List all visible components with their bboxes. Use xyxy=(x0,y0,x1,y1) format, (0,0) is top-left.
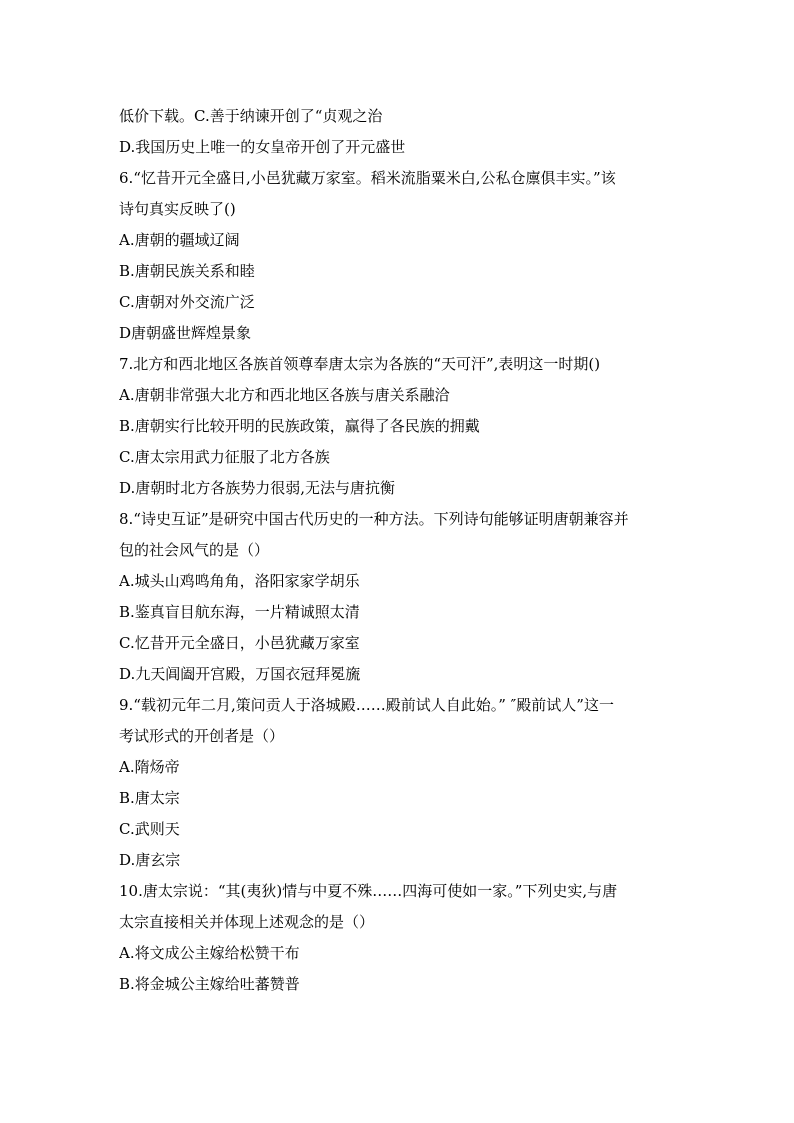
question-9-option-b: B.唐太宗 xyxy=(119,789,180,807)
question-6-stem: 诗句真实反映了() xyxy=(119,200,236,218)
question-9-stem: 9.“载初元年二月,策问贡人于洛城殿……殿前试人自此始。” ″殿前试人”这一 xyxy=(119,696,614,714)
question-8-option-d: D.九天阊阖开宫殿，万国衣冠拜冕旒 xyxy=(119,665,361,683)
question-6-option-d: D唐朝盛世辉煌景象 xyxy=(119,324,252,342)
question-9-option-d: D.唐玄宗 xyxy=(119,851,181,869)
question-6-option-a: A.唐朝的疆域辽阔 xyxy=(119,231,240,249)
question-6-option-b: B.唐朝民族关系和睦 xyxy=(119,262,255,280)
question-7-option-a: A.唐朝非常强大北方和西北地区各族与唐关系融洽 xyxy=(119,386,450,404)
text-line: D.我国历史上唯一的女皇帝开创了开元盛世 xyxy=(119,138,406,156)
question-8-option-c: C.忆昔开元全盛日，小邑犹藏万家室 xyxy=(119,634,360,652)
question-10-option-a: A.将文成公主嫁给松赞干布 xyxy=(119,944,300,962)
question-9-option-a: A.隋炀帝 xyxy=(119,758,180,776)
question-8-option-a: A.城头山鸡鸣角角，洛阳家家学胡乐 xyxy=(119,572,360,590)
question-10-stem: 10.唐太宗说：“其(夷狄)情与中夏不殊……四海可使如一家。”下列史实,与唐 xyxy=(119,882,618,900)
question-7-option-d: D.唐朝时北方各族势力很弱,无法与唐抗衡 xyxy=(119,479,396,497)
question-7-stem: 7.北方和西北地区各族首领尊奉唐太宗为各族的“天可汗”,表明这一时期() xyxy=(119,355,601,373)
question-8-stem: 8.“诗史互证”是研究中国古代历史的一种方法。下列诗句能够证明唐朝兼容并 xyxy=(119,510,629,528)
question-7-option-c: C.唐太宗用武力征服了北方各族 xyxy=(119,448,330,466)
question-8-option-b: B.鉴真盲目航东海，一片精诚照太清 xyxy=(119,603,360,621)
question-8-stem: 包的社会风气的是（） xyxy=(119,541,270,559)
question-9-stem: 考试形式的开创者是（） xyxy=(119,727,285,745)
question-7-option-b: B.唐朝实行比较开明的民族政策，赢得了各民族的拥戴 xyxy=(119,417,480,435)
question-10-stem: 太宗直接相关并体现上述观念的是（） xyxy=(119,913,375,931)
text-line: 低价下载。C.善于纳谏开创了“贞观之治 xyxy=(119,107,383,125)
question-10-option-b: B.将金城公主嫁给吐蕃赞普 xyxy=(119,975,300,993)
question-6-stem: 6.“忆昔开元全盛日,小邑犹藏万家室。稻米流脂粟米白,公私仓廪俱丰实。”该 xyxy=(119,169,616,187)
question-6-option-c: C.唐朝对外交流广泛 xyxy=(119,293,255,311)
question-text-block xyxy=(119,101,679,1000)
question-9-option-c: C.武则天 xyxy=(119,820,180,838)
